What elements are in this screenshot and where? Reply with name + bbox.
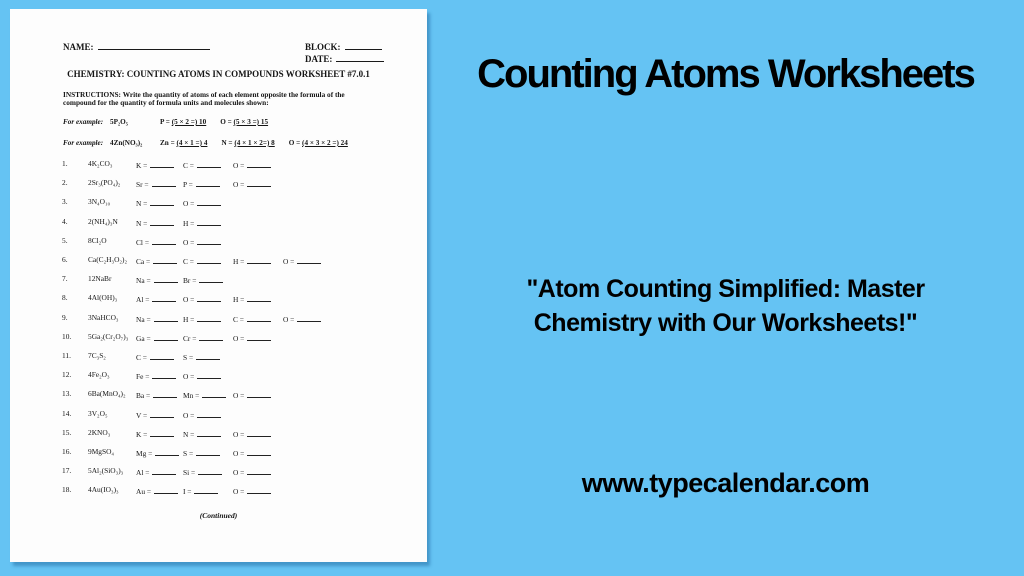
answer-blank-line: [196, 351, 220, 360]
element-label: Cr =: [183, 333, 197, 343]
answer-blank-line: [247, 293, 271, 302]
problem-number: 6.: [62, 255, 68, 264]
answer-blank-line: [247, 178, 271, 187]
element-answer-slot: [136, 485, 178, 496]
problem-number: 9.: [62, 312, 68, 322]
element-label: H =: [233, 295, 245, 305]
formula-text: 3V₂O₅: [88, 408, 108, 418]
formula-text: 8Cl₂O: [88, 235, 107, 245]
formula-text: 3N₄O₁₀: [88, 197, 111, 207]
answer-blank-line: [194, 485, 218, 494]
formula-text: 5Ga₂(Cr₂O₇)₃: [88, 331, 129, 341]
answer-blank-line: [197, 217, 221, 226]
element-answer-slot: [183, 409, 221, 420]
formula-text: 2KNO₃: [88, 427, 111, 437]
element-label: Fe =: [136, 372, 150, 382]
element-label: Zn =: [160, 139, 177, 147]
problem-number: 1.: [62, 159, 68, 168]
answer-blank-line: [247, 447, 271, 456]
formula-text: 12NaBr: [88, 274, 112, 284]
element-answer-slot: [233, 466, 271, 477]
element-label: O =: [233, 161, 245, 170]
element-answer-slot: [233, 159, 271, 170]
element-label: S =: [183, 449, 194, 458]
element-label: Na =: [136, 314, 151, 324]
problem-row: [10, 332, 427, 351]
element-answer-slot: [136, 313, 178, 324]
problem-number: 12.: [62, 370, 72, 380]
answer-blank-line: [150, 351, 174, 360]
answer-blank-line: [154, 332, 178, 341]
instructions-label: INSTRUCTIONS:: [63, 90, 121, 99]
problem-number: 11.: [62, 351, 71, 360]
element-answer-slot: [136, 370, 176, 381]
problem-number: 4.: [62, 216, 68, 226]
element-answer-slot: [233, 485, 271, 496]
element-label: Mg =: [136, 449, 153, 458]
date-field: [305, 53, 384, 64]
block-field: [305, 41, 382, 52]
problem-row: [10, 255, 427, 274]
element-answer-slot: [183, 332, 223, 343]
formula-text: 4Au(IO₃)₃: [88, 485, 119, 495]
page-title: Counting Atoms Worksheets: [477, 52, 974, 96]
element-label: O =: [183, 410, 195, 420]
answer-blank-line: [197, 428, 221, 437]
element-answer-slot: [136, 293, 176, 304]
formula-text: 4Al(OH)₃: [88, 293, 118, 303]
element-label: O =: [183, 295, 195, 305]
element-answer-slot: [183, 178, 220, 189]
problem-row: [10, 217, 427, 236]
element-label: N =: [183, 429, 195, 439]
example-answer: [160, 118, 206, 126]
example-answers: [160, 118, 282, 126]
element-answer-slot: [183, 370, 221, 381]
element-label: C =: [136, 353, 147, 362]
element-label: Br =: [183, 276, 197, 286]
element-answer-slot: [136, 389, 177, 400]
answer-blank-line: [197, 409, 221, 418]
example-row: [63, 118, 423, 139]
formula-text: 4K₂CO₃: [88, 159, 113, 168]
element-answer-slot: [233, 428, 271, 439]
element-answer-slot: [183, 274, 223, 285]
element-label: O =: [288, 139, 303, 147]
element-answer-slot: [183, 466, 222, 477]
formula-text: 3NaHCO₃: [88, 312, 119, 322]
answer-blank-line: [247, 159, 271, 168]
answer-blank-line: [202, 389, 226, 398]
element-label: C =: [233, 314, 244, 324]
element-answer-slot: [136, 217, 174, 228]
example-answers: [160, 139, 362, 147]
element-answer-slot: [183, 351, 220, 362]
answer-blank-line: [247, 466, 271, 475]
element-label: V =: [136, 410, 148, 420]
problem-number: 17.: [62, 466, 72, 476]
element-answer-slot: [183, 159, 221, 170]
element-answer-slot: [183, 313, 221, 324]
element-answer-slot: [136, 332, 178, 343]
element-answer-slot: [136, 351, 174, 362]
worksheet-title: CHEMISTRY: COUNTING ATOMS IN COMPOUNDS WORKSHEET #7.0.1: [67, 69, 370, 79]
element-label: Si =: [183, 468, 196, 478]
element-label: Au =: [136, 487, 152, 497]
element-label: I =: [183, 487, 192, 497]
answer-blank-line: [197, 236, 221, 245]
element-label: H =: [183, 218, 195, 228]
answer-blank-line: [152, 178, 176, 187]
instructions-text: Write the quantity of atoms of each element opposite the formula of the compound for the quantity of formula units and molecules shown:: [63, 90, 345, 107]
element-answer-slot: [233, 293, 271, 304]
date-label: DATE:: [305, 54, 333, 64]
answer-value: (5 × 3 =) 15: [233, 118, 269, 126]
problem-number: 13.: [62, 389, 72, 399]
element-label: Ca =: [136, 257, 151, 266]
worksheet-page: [10, 9, 427, 562]
element-label: H =: [183, 314, 195, 324]
formula-text: 9MgSO₄: [88, 447, 114, 456]
answer-blank-line: [150, 197, 174, 206]
answer-value: (5 × 2 =) 10: [171, 118, 207, 126]
element-label: Al =: [136, 468, 150, 478]
formula-text: 6Ba(MnO₄)₂: [88, 389, 126, 399]
answer-blank-line: [196, 178, 220, 187]
element-answer-slot: [183, 255, 221, 266]
promo-panel: [427, 0, 1024, 576]
element-answer-slot: [136, 178, 176, 189]
answer-blank-line: [150, 428, 174, 437]
problem-number: 7.: [62, 274, 68, 284]
answer-blank-line: [247, 332, 271, 341]
element-answer-slot: [183, 389, 226, 400]
element-answer-slot: [136, 236, 176, 247]
block-blank-line: [345, 41, 382, 50]
answer-blank-line: [197, 370, 221, 379]
example-answer: [160, 139, 207, 147]
element-label: O =: [283, 257, 295, 266]
problem-row: [10, 389, 427, 408]
element-label: C =: [183, 257, 194, 266]
element-label: K =: [136, 161, 148, 170]
element-label: O =: [183, 199, 195, 209]
element-label: K =: [136, 429, 148, 439]
element-answer-slot: [233, 447, 271, 458]
answer-blank-line: [153, 389, 177, 398]
formula-text: 5Al₂(SiO₃)₃: [88, 466, 124, 476]
element-answer-slot: [183, 236, 221, 247]
problem-row: [10, 159, 427, 178]
block-label: BLOCK:: [305, 42, 341, 52]
answer-blank-line: [197, 159, 221, 168]
element-label: P =: [160, 118, 172, 126]
problem-row: [10, 313, 427, 332]
answer-blank-line: [150, 159, 174, 168]
answer-blank-line: [247, 313, 271, 322]
answer-blank-line: [197, 197, 221, 206]
formula-text: 2(NH₄)₃N: [88, 216, 118, 226]
problem-row: [10, 197, 427, 216]
problem-row: [10, 466, 427, 485]
element-answer-slot: [183, 293, 221, 304]
element-label: Ga =: [136, 333, 151, 343]
element-label: H =: [233, 257, 245, 266]
answer-value: (4 × 1 × 2=) 8: [234, 139, 275, 147]
element-answer-slot: [136, 197, 174, 208]
element-answer-slot: [136, 274, 178, 285]
problem-row: [10, 370, 427, 389]
element-label: O =: [233, 180, 245, 190]
problem-number: 5.: [62, 235, 68, 245]
problem-number: 16.: [62, 447, 72, 456]
problem-row: [10, 236, 427, 255]
answer-blank-line: [152, 370, 176, 379]
element-label: Mn =: [183, 391, 200, 401]
answer-value: (4 × 3 × 2 =) 24: [302, 139, 348, 147]
element-answer-slot: [233, 255, 271, 266]
element-label: O =: [183, 237, 195, 247]
answer-blank-line: [297, 255, 321, 264]
element-label: O =: [283, 314, 295, 324]
element-answer-slot: [283, 313, 321, 324]
answer-blank-line: [150, 217, 174, 226]
problem-row: [10, 178, 427, 197]
answer-value: (4 × 1 =) 4: [176, 139, 208, 147]
element-answer-slot: [183, 447, 220, 458]
element-answer-slot: [283, 255, 321, 266]
problem-number: 15.: [62, 427, 72, 437]
answer-blank-line: [152, 236, 176, 245]
answer-blank-line: [197, 255, 221, 264]
answer-blank-line: [152, 466, 176, 475]
problem-row: [10, 447, 427, 466]
answer-blank-line: [197, 293, 221, 302]
element-label: Sr =: [136, 180, 149, 190]
example-answer: [289, 139, 348, 147]
example-answer: [220, 118, 268, 126]
element-label: S =: [183, 353, 194, 362]
problem-row: [10, 274, 427, 293]
element-answer-slot: [183, 485, 218, 496]
formula-text: 4Fe₂O₃: [88, 370, 110, 380]
name-label: NAME:: [63, 42, 94, 52]
answer-blank-line: [196, 447, 220, 456]
problem-row: [10, 293, 427, 312]
element-label: Ba =: [136, 391, 151, 401]
answer-blank-line: [198, 466, 222, 475]
problem-row: [10, 485, 427, 504]
problem-row: [10, 351, 427, 370]
answer-blank-line: [297, 313, 321, 322]
problem-row: [10, 409, 427, 428]
element-label: O =: [183, 372, 195, 382]
answer-blank-line: [199, 332, 223, 341]
problem-number: 8.: [62, 293, 68, 303]
answer-blank-line: [150, 409, 174, 418]
element-answer-slot: [136, 255, 177, 266]
formula-text: 2Sr₃(PO₄)₂: [88, 178, 121, 188]
element-answer-slot: [183, 428, 221, 439]
element-label: O =: [233, 449, 245, 458]
name-field: [63, 41, 210, 52]
example-rows: [63, 118, 423, 160]
problem-number: 18.: [62, 485, 72, 495]
formula-text: 4Zn(NO₃)₂: [110, 139, 143, 147]
problem-number: 2.: [62, 178, 68, 188]
formula-text: 7C₃S₂: [88, 351, 106, 360]
element-label: C =: [183, 161, 194, 170]
element-answer-slot: [233, 313, 271, 324]
answer-blank-line: [154, 313, 178, 322]
formula-text: Ca(C₂H₃O₂)₂: [88, 255, 128, 264]
answer-blank-line: [154, 274, 178, 283]
example-label: For example:: [63, 139, 104, 147]
element-label: N =: [136, 218, 148, 228]
element-label: Al =: [136, 295, 150, 305]
answer-blank-line: [197, 313, 221, 322]
website-url: www.typecalendar.com: [581, 468, 870, 498]
element-label: N =: [221, 139, 235, 147]
element-label: N =: [136, 199, 148, 209]
element-answer-slot: [183, 197, 221, 208]
answer-blank-line: [247, 428, 271, 437]
element-answer-slot: [136, 159, 174, 170]
problem-number: 14.: [62, 408, 72, 418]
answer-blank-line: [155, 447, 179, 456]
element-answer-slot: [136, 409, 174, 420]
answer-blank-line: [247, 255, 271, 264]
example-label: For example:: [63, 118, 104, 126]
instructions: [63, 91, 375, 107]
answer-blank-line: [199, 274, 223, 283]
element-label: O =: [233, 333, 245, 343]
example-row: [63, 139, 423, 160]
element-answer-slot: [183, 217, 221, 228]
example-answer: [221, 139, 274, 147]
problem-row: [10, 428, 427, 447]
date-blank-line: [336, 53, 384, 62]
element-label: O =: [233, 429, 245, 439]
element-answer-slot: [136, 428, 174, 439]
element-answer-slot: [233, 332, 271, 343]
tagline-quote: "Atom Counting Simplified: Master Chemistry with Our Worksheets!": [526, 275, 925, 337]
element-answer-slot: [233, 178, 271, 189]
answer-blank-line: [247, 485, 271, 494]
name-blank-line: [98, 41, 210, 50]
element-label: P =: [183, 180, 193, 190]
problem-number: 3.: [62, 197, 68, 207]
continued-note: (Continued): [199, 511, 238, 520]
element-label: O =: [233, 391, 245, 401]
element-label: O =: [220, 118, 234, 126]
answer-blank-line: [154, 485, 178, 494]
formula-text: 5P₂O₅: [110, 118, 128, 126]
element-answer-slot: [136, 466, 176, 477]
element-label: O =: [233, 468, 245, 478]
element-label: O =: [233, 487, 245, 497]
element-label: Cl =: [136, 237, 149, 247]
problem-number: 10.: [62, 331, 72, 341]
answer-blank-line: [153, 255, 177, 264]
element-answer-slot: [136, 447, 179, 458]
element-answer-slot: [233, 389, 271, 400]
element-label: Na =: [136, 276, 151, 286]
answer-blank-line: [247, 389, 271, 398]
answer-blank-line: [152, 293, 176, 302]
